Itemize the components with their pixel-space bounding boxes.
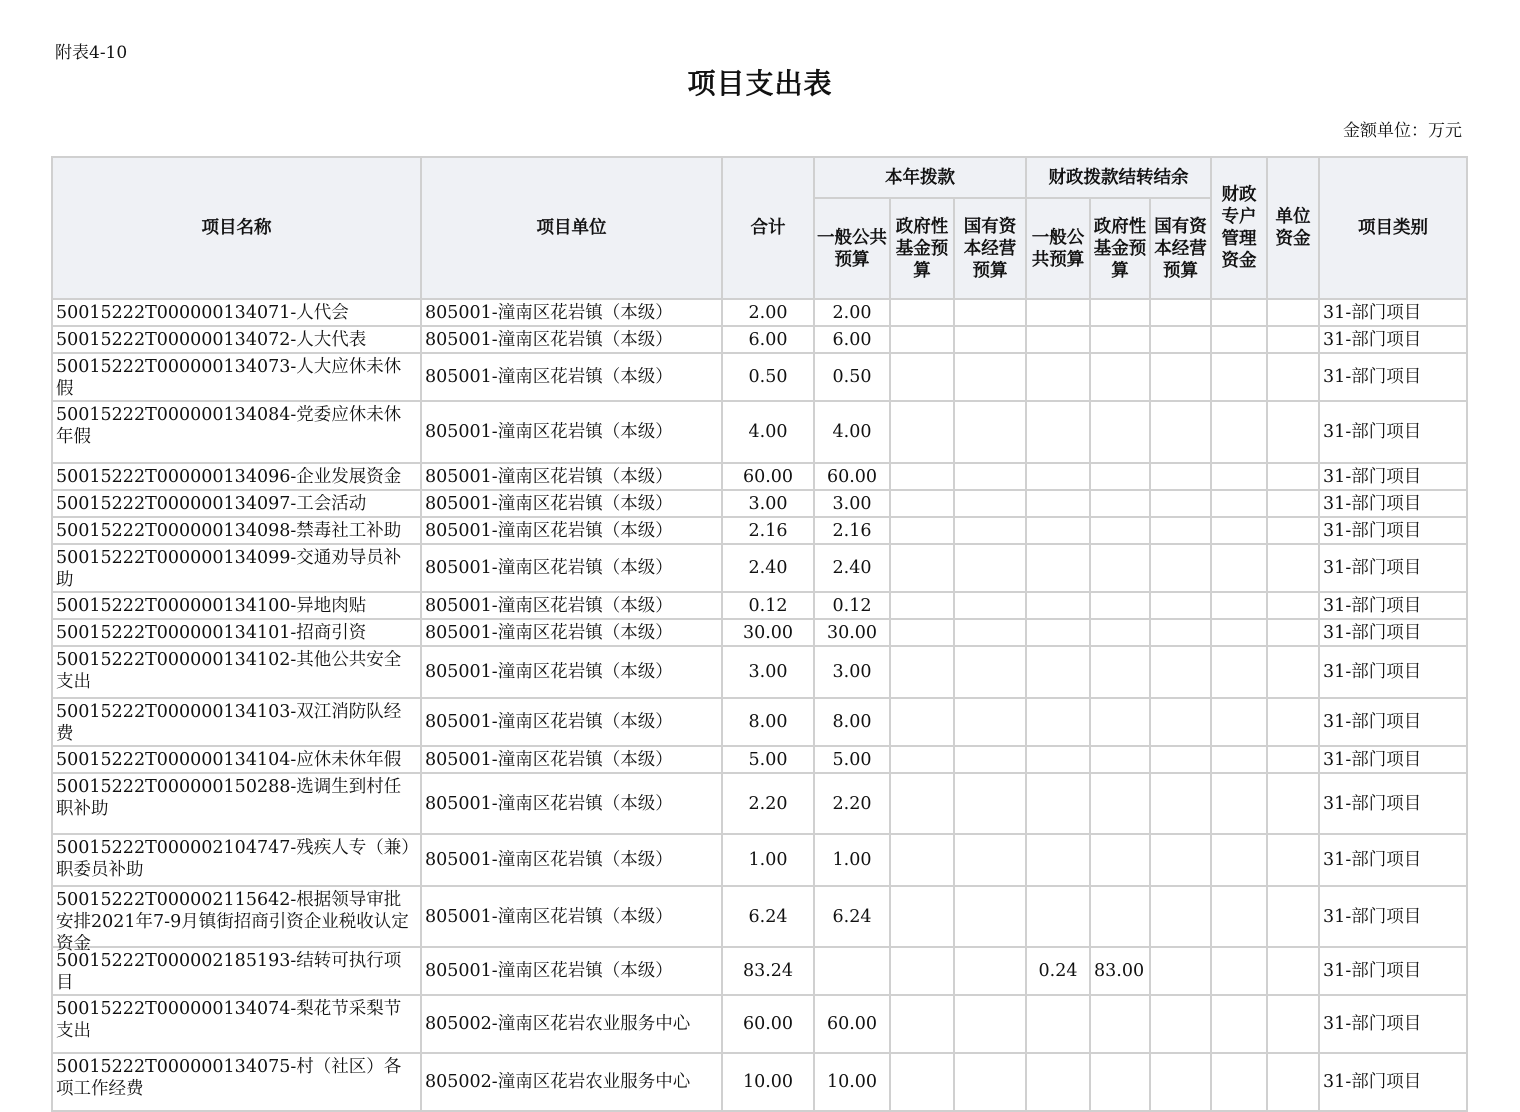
cell-ty-fund [890, 326, 954, 353]
table-row [52, 773, 1467, 834]
cell-ty-fund [890, 299, 954, 326]
cell-project-unit: 805001-潼南区花岩镇（本级） [421, 592, 722, 619]
cell-co-state [1150, 544, 1211, 592]
cell-category: 31-部门项目 [1319, 646, 1467, 698]
cell-ty-state [954, 995, 1026, 1053]
cell-co-state [1150, 401, 1211, 463]
cell-co-state [1150, 1053, 1211, 1111]
table-row [52, 995, 1467, 1053]
cell-co-fund [1090, 299, 1150, 326]
cell-total: 3.00 [722, 646, 814, 698]
cell-co-general [1026, 517, 1090, 544]
cell-special-account [1211, 746, 1267, 773]
table-row [52, 746, 1467, 773]
cell-co-fund [1090, 834, 1150, 886]
cell-co-fund [1090, 646, 1150, 698]
cell-category: 31-部门项目 [1319, 517, 1467, 544]
cell-ty-fund [890, 646, 954, 698]
cell-ty-fund [890, 592, 954, 619]
cell-ty-fund [890, 1053, 954, 1111]
cell-ty-general: 2.20 [814, 773, 890, 834]
cell-special-account [1211, 995, 1267, 1053]
cell-ty-state [954, 646, 1026, 698]
col-header-name: 项目名称 [52, 157, 421, 299]
cell-co-fund [1090, 886, 1150, 947]
cell-category: 31-部门项目 [1319, 326, 1467, 353]
col-header-co-general: 一般公共预算 [1026, 198, 1090, 299]
cell-category: 31-部门项目 [1319, 592, 1467, 619]
cell-special-account [1211, 490, 1267, 517]
cell-own-funds [1267, 1053, 1319, 1111]
cell-category: 31-部门项目 [1319, 463, 1467, 490]
cell-own-funds [1267, 886, 1319, 947]
cell-ty-state [954, 517, 1026, 544]
cell-co-general [1026, 592, 1090, 619]
cell-ty-state [954, 592, 1026, 619]
cell-ty-general: 0.12 [814, 592, 890, 619]
cell-special-account [1211, 619, 1267, 646]
cell-co-general [1026, 401, 1090, 463]
cell-own-funds [1267, 947, 1319, 995]
cell-category: 31-部门项目 [1319, 995, 1467, 1053]
cell-co-fund [1090, 490, 1150, 517]
cell-co-general [1026, 619, 1090, 646]
cell-project-unit: 805001-潼南区花岩镇（本级） [421, 619, 722, 646]
cell-total: 60.00 [722, 463, 814, 490]
cell-category: 31-部门项目 [1319, 698, 1467, 746]
cell-special-account [1211, 299, 1267, 326]
cell-project-unit: 805001-潼南区花岩镇（本级） [421, 773, 722, 834]
cell-total: 2.16 [722, 517, 814, 544]
cell-ty-general: 60.00 [814, 463, 890, 490]
cell-ty-fund [890, 490, 954, 517]
cell-co-fund [1090, 401, 1150, 463]
cell-co-fund [1090, 517, 1150, 544]
col-header-co-state: 国有资本经营预算 [1150, 198, 1211, 299]
cell-category: 31-部门项目 [1319, 746, 1467, 773]
cell-ty-state [954, 326, 1026, 353]
table-row [52, 619, 1467, 646]
cell-ty-state [954, 1053, 1026, 1111]
cell-ty-general: 30.00 [814, 619, 890, 646]
cell-own-funds [1267, 463, 1319, 490]
cell-co-fund [1090, 463, 1150, 490]
col-header-ty-fund: 政府性基金预算 [890, 198, 954, 299]
cell-project-name: 50015222T000000134102-其他公共安全支出 [52, 646, 421, 698]
table-row [52, 1053, 1467, 1111]
cell-total: 3.00 [722, 490, 814, 517]
cell-co-state [1150, 490, 1211, 517]
cell-co-state [1150, 353, 1211, 401]
cell-ty-general: 60.00 [814, 995, 890, 1053]
col-header-own-funds: 单位资金 [1267, 157, 1319, 299]
cell-category: 31-部门项目 [1319, 773, 1467, 834]
cell-category: 31-部门项目 [1319, 834, 1467, 886]
cell-special-account [1211, 544, 1267, 592]
cell-ty-general [814, 947, 890, 995]
cell-ty-fund [890, 947, 954, 995]
cell-total: 2.40 [722, 544, 814, 592]
attachment-label: 附表4-10 [55, 43, 128, 63]
cell-co-general [1026, 646, 1090, 698]
table-row [52, 326, 1467, 353]
cell-co-state [1150, 773, 1211, 834]
cell-ty-general: 2.00 [814, 299, 890, 326]
cell-ty-fund [890, 619, 954, 646]
cell-own-funds [1267, 490, 1319, 517]
cell-ty-fund [890, 353, 954, 401]
cell-ty-fund [890, 995, 954, 1053]
cell-co-fund [1090, 995, 1150, 1053]
cell-special-account [1211, 947, 1267, 995]
col-header-unit: 项目单位 [421, 157, 722, 299]
cell-ty-general: 8.00 [814, 698, 890, 746]
cell-project-name: 50015222T000000134103-双江消防队经费 [52, 698, 421, 746]
cell-project-name: 50015222T000000134100-异地肉贴 [52, 592, 421, 619]
col-header-this-year: 本年拨款 [814, 157, 1026, 198]
cell-co-state [1150, 592, 1211, 619]
table-row [52, 947, 1467, 995]
col-header-category: 项目类别 [1319, 157, 1467, 299]
cell-project-unit: 805001-潼南区花岩镇（本级） [421, 490, 722, 517]
cell-project-name: 50015222T000002185193-结转可执行项目 [52, 947, 421, 995]
cell-co-fund [1090, 326, 1150, 353]
cell-co-fund [1090, 698, 1150, 746]
col-header-total: 合计 [722, 157, 814, 299]
cell-total: 0.12 [722, 592, 814, 619]
cell-co-fund [1090, 353, 1150, 401]
cell-own-funds [1267, 746, 1319, 773]
cell-ty-general: 6.24 [814, 886, 890, 947]
cell-co-state [1150, 834, 1211, 886]
cell-ty-general: 5.00 [814, 746, 890, 773]
cell-co-state [1150, 326, 1211, 353]
cell-co-fund [1090, 1053, 1150, 1111]
cell-own-funds [1267, 995, 1319, 1053]
cell-ty-state [954, 490, 1026, 517]
table-row [52, 517, 1467, 544]
cell-ty-general: 2.16 [814, 517, 890, 544]
cell-ty-general: 1.00 [814, 834, 890, 886]
cell-own-funds [1267, 544, 1319, 592]
col-header-ty-state: 国有资本经营预算 [954, 198, 1026, 299]
cell-ty-fund [890, 746, 954, 773]
cell-own-funds [1267, 619, 1319, 646]
amount-unit-label: 金额单位：万元 [1343, 121, 1462, 141]
cell-co-fund [1090, 592, 1150, 619]
cell-project-name: 50015222T000002104747-残疾人专（兼）职委员补助 [52, 834, 421, 886]
cell-category: 31-部门项目 [1319, 299, 1467, 326]
cell-project-name: 50015222T000000134104-应休未休年假 [52, 746, 421, 773]
cell-co-general [1026, 353, 1090, 401]
page-title: 项目支出表 [687, 67, 833, 100]
cell-special-account [1211, 353, 1267, 401]
cell-total: 60.00 [722, 995, 814, 1053]
cell-co-general [1026, 299, 1090, 326]
cell-project-name: 50015222T000000134098-禁毒社工补助 [52, 517, 421, 544]
cell-co-state [1150, 947, 1211, 995]
cell-ty-general: 0.50 [814, 353, 890, 401]
cell-ty-general: 6.00 [814, 326, 890, 353]
cell-co-state [1150, 995, 1211, 1053]
cell-project-name: 50015222T000000134099-交通劝导员补助 [52, 544, 421, 592]
cell-project-unit: 805001-潼南区花岩镇（本级） [421, 746, 722, 773]
cell-co-general [1026, 746, 1090, 773]
cell-ty-state [954, 353, 1026, 401]
cell-co-general [1026, 834, 1090, 886]
cell-co-fund [1090, 619, 1150, 646]
cell-total: 4.00 [722, 401, 814, 463]
cell-co-state [1150, 886, 1211, 947]
cell-project-name: 50015222T000000134084-党委应休未休年假 [52, 401, 421, 463]
cell-own-funds [1267, 592, 1319, 619]
cell-co-general [1026, 544, 1090, 592]
cell-total: 0.50 [722, 353, 814, 401]
cell-own-funds [1267, 698, 1319, 746]
cell-project-unit: 805001-潼南区花岩镇（本级） [421, 834, 722, 886]
cell-ty-general: 10.00 [814, 1053, 890, 1111]
cell-ty-state [954, 886, 1026, 947]
cell-total: 6.00 [722, 326, 814, 353]
table-row [52, 544, 1467, 592]
cell-project-unit: 805001-潼南区花岩镇（本级） [421, 326, 722, 353]
cell-total: 10.00 [722, 1053, 814, 1111]
cell-ty-state [954, 544, 1026, 592]
cell-own-funds [1267, 326, 1319, 353]
table-row [52, 299, 1467, 326]
cell-co-state [1150, 299, 1211, 326]
cell-ty-state [954, 746, 1026, 773]
cell-project-name: 50015222T000000134075-村（社区）各项工作经费 [52, 1053, 421, 1111]
cell-total: 1.00 [722, 834, 814, 886]
col-header-co-fund: 政府性基金预算 [1090, 198, 1150, 299]
cell-special-account [1211, 517, 1267, 544]
cell-project-unit: 805002-潼南区花岩农业服务中心 [421, 1053, 722, 1111]
cell-co-general [1026, 886, 1090, 947]
cell-category: 31-部门项目 [1319, 947, 1467, 995]
table-row [52, 463, 1467, 490]
table-row [52, 592, 1467, 619]
table-row [52, 353, 1467, 401]
cell-ty-fund [890, 544, 954, 592]
cell-co-general: 0.24 [1026, 947, 1090, 995]
cell-own-funds [1267, 353, 1319, 401]
cell-own-funds [1267, 299, 1319, 326]
cell-project-unit: 805001-潼南区花岩镇（本级） [421, 517, 722, 544]
cell-ty-state [954, 834, 1026, 886]
table-row [52, 490, 1467, 517]
cell-project-name: 50015222T000000134096-企业发展资金 [52, 463, 421, 490]
cell-co-general [1026, 1053, 1090, 1111]
cell-category: 31-部门项目 [1319, 544, 1467, 592]
col-header-carryover: 财政拨款结转结余 [1026, 157, 1211, 198]
cell-project-unit: 805002-潼南区花岩农业服务中心 [421, 995, 722, 1053]
cell-ty-general: 4.00 [814, 401, 890, 463]
cell-project-name: 50015222T000000134071-人代会 [52, 299, 421, 326]
table-row [52, 646, 1467, 698]
cell-project-name: 50015222T000000134072-人大代表 [52, 326, 421, 353]
cell-category: 31-部门项目 [1319, 619, 1467, 646]
cell-project-name: 50015222T000000134097-工会活动 [52, 490, 421, 517]
cell-co-state [1150, 746, 1211, 773]
table-row [52, 698, 1467, 746]
cell-project-unit: 805001-潼南区花岩镇（本级） [421, 401, 722, 463]
cell-category: 31-部门项目 [1319, 401, 1467, 463]
cell-ty-fund [890, 773, 954, 834]
cell-co-general [1026, 773, 1090, 834]
cell-total: 2.00 [722, 299, 814, 326]
cell-ty-state [954, 463, 1026, 490]
cell-special-account [1211, 1053, 1267, 1111]
cell-ty-fund [890, 698, 954, 746]
col-header-ty-general: 一般公共预算 [814, 198, 890, 299]
cell-ty-state [954, 698, 1026, 746]
cell-project-unit: 805001-潼南区花岩镇（本级） [421, 353, 722, 401]
cell-ty-state [954, 947, 1026, 995]
cell-project-unit: 805001-潼南区花岩镇（本级） [421, 646, 722, 698]
cell-co-fund [1090, 773, 1150, 834]
cell-ty-fund [890, 886, 954, 947]
cell-project-unit: 805001-潼南区花岩镇（本级） [421, 698, 722, 746]
cell-co-state [1150, 517, 1211, 544]
cell-own-funds [1267, 834, 1319, 886]
cell-total: 30.00 [722, 619, 814, 646]
cell-co-general [1026, 995, 1090, 1053]
cell-ty-fund [890, 834, 954, 886]
cell-ty-general: 3.00 [814, 646, 890, 698]
cell-ty-state [954, 401, 1026, 463]
cell-ty-state [954, 773, 1026, 834]
cell-project-unit: 805001-潼南区花岩镇（本级） [421, 299, 722, 326]
cell-co-state [1150, 646, 1211, 698]
cell-ty-general: 3.00 [814, 490, 890, 517]
cell-project-unit: 805001-潼南区花岩镇（本级） [421, 886, 722, 947]
cell-own-funds [1267, 773, 1319, 834]
cell-special-account [1211, 698, 1267, 746]
project-expenditure-table [51, 156, 1468, 1112]
cell-special-account [1211, 646, 1267, 698]
cell-co-fund [1090, 544, 1150, 592]
table-row [52, 834, 1467, 886]
col-header-special-account: 财政专户管理资金 [1211, 157, 1267, 299]
cell-own-funds [1267, 517, 1319, 544]
cell-co-state [1150, 619, 1211, 646]
cell-special-account [1211, 773, 1267, 834]
cell-category: 31-部门项目 [1319, 490, 1467, 517]
cell-ty-fund [890, 463, 954, 490]
cell-special-account [1211, 326, 1267, 353]
cell-ty-state [954, 619, 1026, 646]
cell-special-account [1211, 592, 1267, 619]
cell-ty-fund [890, 401, 954, 463]
cell-special-account [1211, 463, 1267, 490]
cell-co-general [1026, 490, 1090, 517]
table-row [52, 886, 1467, 947]
cell-project-name: 50015222T000000134073-人大应休未休假 [52, 353, 421, 401]
cell-total: 5.00 [722, 746, 814, 773]
table-row [52, 401, 1467, 463]
cell-project-unit: 805001-潼南区花岩镇（本级） [421, 544, 722, 592]
cell-own-funds [1267, 401, 1319, 463]
cell-co-fund [1090, 746, 1150, 773]
cell-project-unit: 805001-潼南区花岩镇（本级） [421, 947, 722, 995]
cell-project-name: 50015222T000000134101-招商引资 [52, 619, 421, 646]
cell-ty-general: 2.40 [814, 544, 890, 592]
cell-own-funds [1267, 646, 1319, 698]
cell-project-unit: 805001-潼南区花岩镇（本级） [421, 463, 722, 490]
cell-category: 31-部门项目 [1319, 353, 1467, 401]
cell-project-name: 50015222T000002115642-根据领导审批安排2021年7-9月镇街招商引资企业税收认定资金 [52, 886, 421, 947]
cell-project-name: 50015222T000000134074-梨花节采梨节支出 [52, 995, 421, 1053]
cell-ty-fund [890, 517, 954, 544]
cell-co-general [1026, 463, 1090, 490]
cell-co-fund: 83.00 [1090, 947, 1150, 995]
cell-special-account [1211, 401, 1267, 463]
cell-project-name: 50015222T000000150288-选调生到村任职补助 [52, 773, 421, 834]
cell-co-state [1150, 463, 1211, 490]
cell-category: 31-部门项目 [1319, 886, 1467, 947]
cell-special-account [1211, 834, 1267, 886]
cell-total: 83.24 [722, 947, 814, 995]
cell-special-account [1211, 886, 1267, 947]
cell-total: 6.24 [722, 886, 814, 947]
cell-co-general [1026, 698, 1090, 746]
cell-total: 8.00 [722, 698, 814, 746]
cell-co-general [1026, 326, 1090, 353]
cell-ty-state [954, 299, 1026, 326]
cell-category: 31-部门项目 [1319, 1053, 1467, 1111]
cell-co-state [1150, 698, 1211, 746]
cell-total: 2.20 [722, 773, 814, 834]
